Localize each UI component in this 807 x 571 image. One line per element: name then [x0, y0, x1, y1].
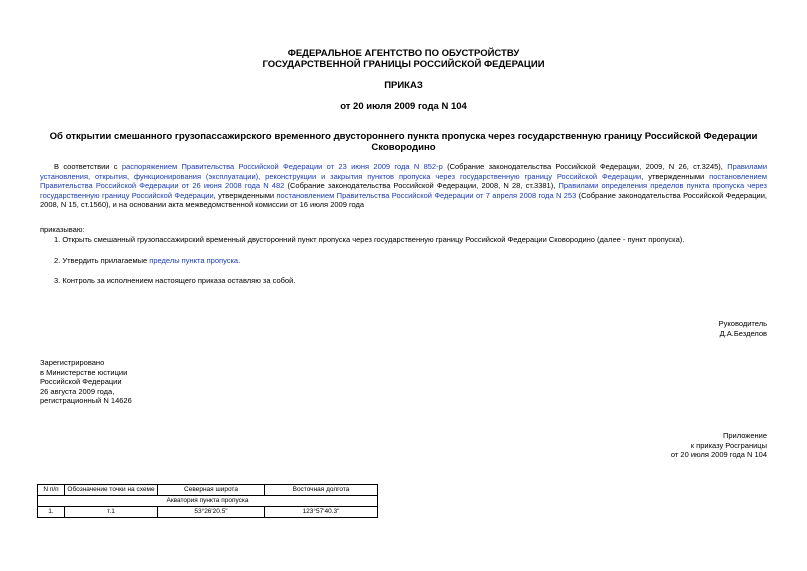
document-title: Об открытии смешанного грузопассажирского временного двустороннего пункта пропуска через государственную границу Российской Федерации Сковородино [49, 131, 758, 153]
preamble-text-2: (Собрание законодательства Российской Федерации, 2009, N 26, ст.3245), [442, 162, 728, 171]
registration-line-2: в Министерстве юстиции [40, 367, 128, 377]
link-resolution-253[interactable]: постановлением Правительства Российской Федерации от 7 апреля 2008 года N 253 [276, 190, 577, 200]
order-item-2-suffix: . [238, 256, 241, 265]
signature-block [719, 319, 767, 338]
row-lon: 123°57'40.3" [265, 507, 378, 518]
preamble-text-4: (Собрание законодательства Российской Федерации, 2008, N 28, ст.3381), [284, 181, 559, 191]
row-point: т.1 [65, 507, 158, 518]
document-date: от 20 июля 2009 года N 104 [340, 101, 467, 112]
document-type: ПРИКАЗ [384, 80, 423, 91]
order-item-2-prefix: 2. Утвердить прилагаемые [54, 256, 150, 265]
section-label: Акватория пункта пропуска [38, 496, 378, 507]
header-lat: Северная широта [158, 485, 265, 496]
link-government-order-852[interactable]: распоряжением Правительства Российской Федерации от 23 июня 2009 года N 852-р [121, 162, 443, 171]
signer-position: Руководитель [718, 319, 767, 328]
preamble-text-6: (Собрание законодательства Российской Федерации, 2008, N 15, ст.1560), и на основании акта межведомственной комиссии от 16 июля 2009 года [40, 190, 768, 210]
registration-line-5: регистрационный N 14626 [40, 396, 132, 406]
annex-note-line-3: от 20 июля 2009 года N 104 [670, 450, 767, 460]
annex-note-line-2: к приказу Росграницы [690, 440, 767, 450]
order-item-3: 3. Контроль за исполнением настоящего приказа оставляю за собой. [54, 276, 296, 285]
row-lat: 53°26'20.5" [158, 507, 265, 518]
registration-line-4: 26 августа 2009 года, [40, 386, 115, 396]
agency-name-line2: ГОСУДАРСТВЕННОЙ ГРАНИЦЫ РОССИЙСКОЙ ФЕДЕРАЦИИ [262, 59, 545, 70]
row-num: 1. [38, 507, 65, 518]
order-word: приказываю: [40, 225, 85, 234]
header-point: Обозначение точки на схеме [65, 485, 158, 496]
order-item-1: 1. Открыть смешанный грузопассажирский временный двусторонний пункт пропуска через государственную границу Российской Федерации Сковородино (далее - пункт пропуска). [54, 235, 685, 244]
preamble-text-3: , утвержденными [641, 171, 710, 181]
header-lon: Восточная долгота [265, 485, 378, 496]
table-row [38, 507, 378, 518]
link-limits-rules[interactable]: Правилами определения пределов пункта пропуска через государственную границу Российской Федерации [40, 181, 767, 200]
order-item-2 [54, 256, 240, 266]
registration-line-1: Зарегистрировано [40, 358, 105, 367]
registration-line-3: Российской Федерации [40, 377, 122, 387]
link-checkpoint-rules[interactable]: Правилами установления, открытия, функционирования (эксплуатации), реконструкции и закрытия пунктов пропуска через государственную границу Российской Федерации [40, 162, 768, 181]
agency-name-line1: ФЕДЕРАЛЬНОЕ АГЕНТСТВО ПО ОБУСТРОЙСТВУ [287, 48, 520, 59]
link-checkpoint-limits[interactable]: пределы пункта пропуска [149, 256, 239, 265]
link-resolution-482[interactable]: постановлением Правительства Российской Федерации от 26 июня 2008 года N 482 [40, 171, 767, 191]
preamble-text-5: , утвержденными [213, 190, 277, 200]
annex-note [671, 431, 767, 460]
registration-block [40, 358, 132, 406]
signer-name: Д.А.Безделов [719, 328, 767, 338]
preamble-text-1: В соответствии с [54, 162, 122, 171]
header-num: N п/п [38, 485, 65, 496]
checkpoint-limits-table [37, 484, 378, 518]
table-section-row [38, 496, 378, 507]
annex-note-line-1: Приложение [723, 431, 767, 440]
table-header-row [38, 485, 378, 496]
preamble-paragraph [40, 162, 767, 210]
